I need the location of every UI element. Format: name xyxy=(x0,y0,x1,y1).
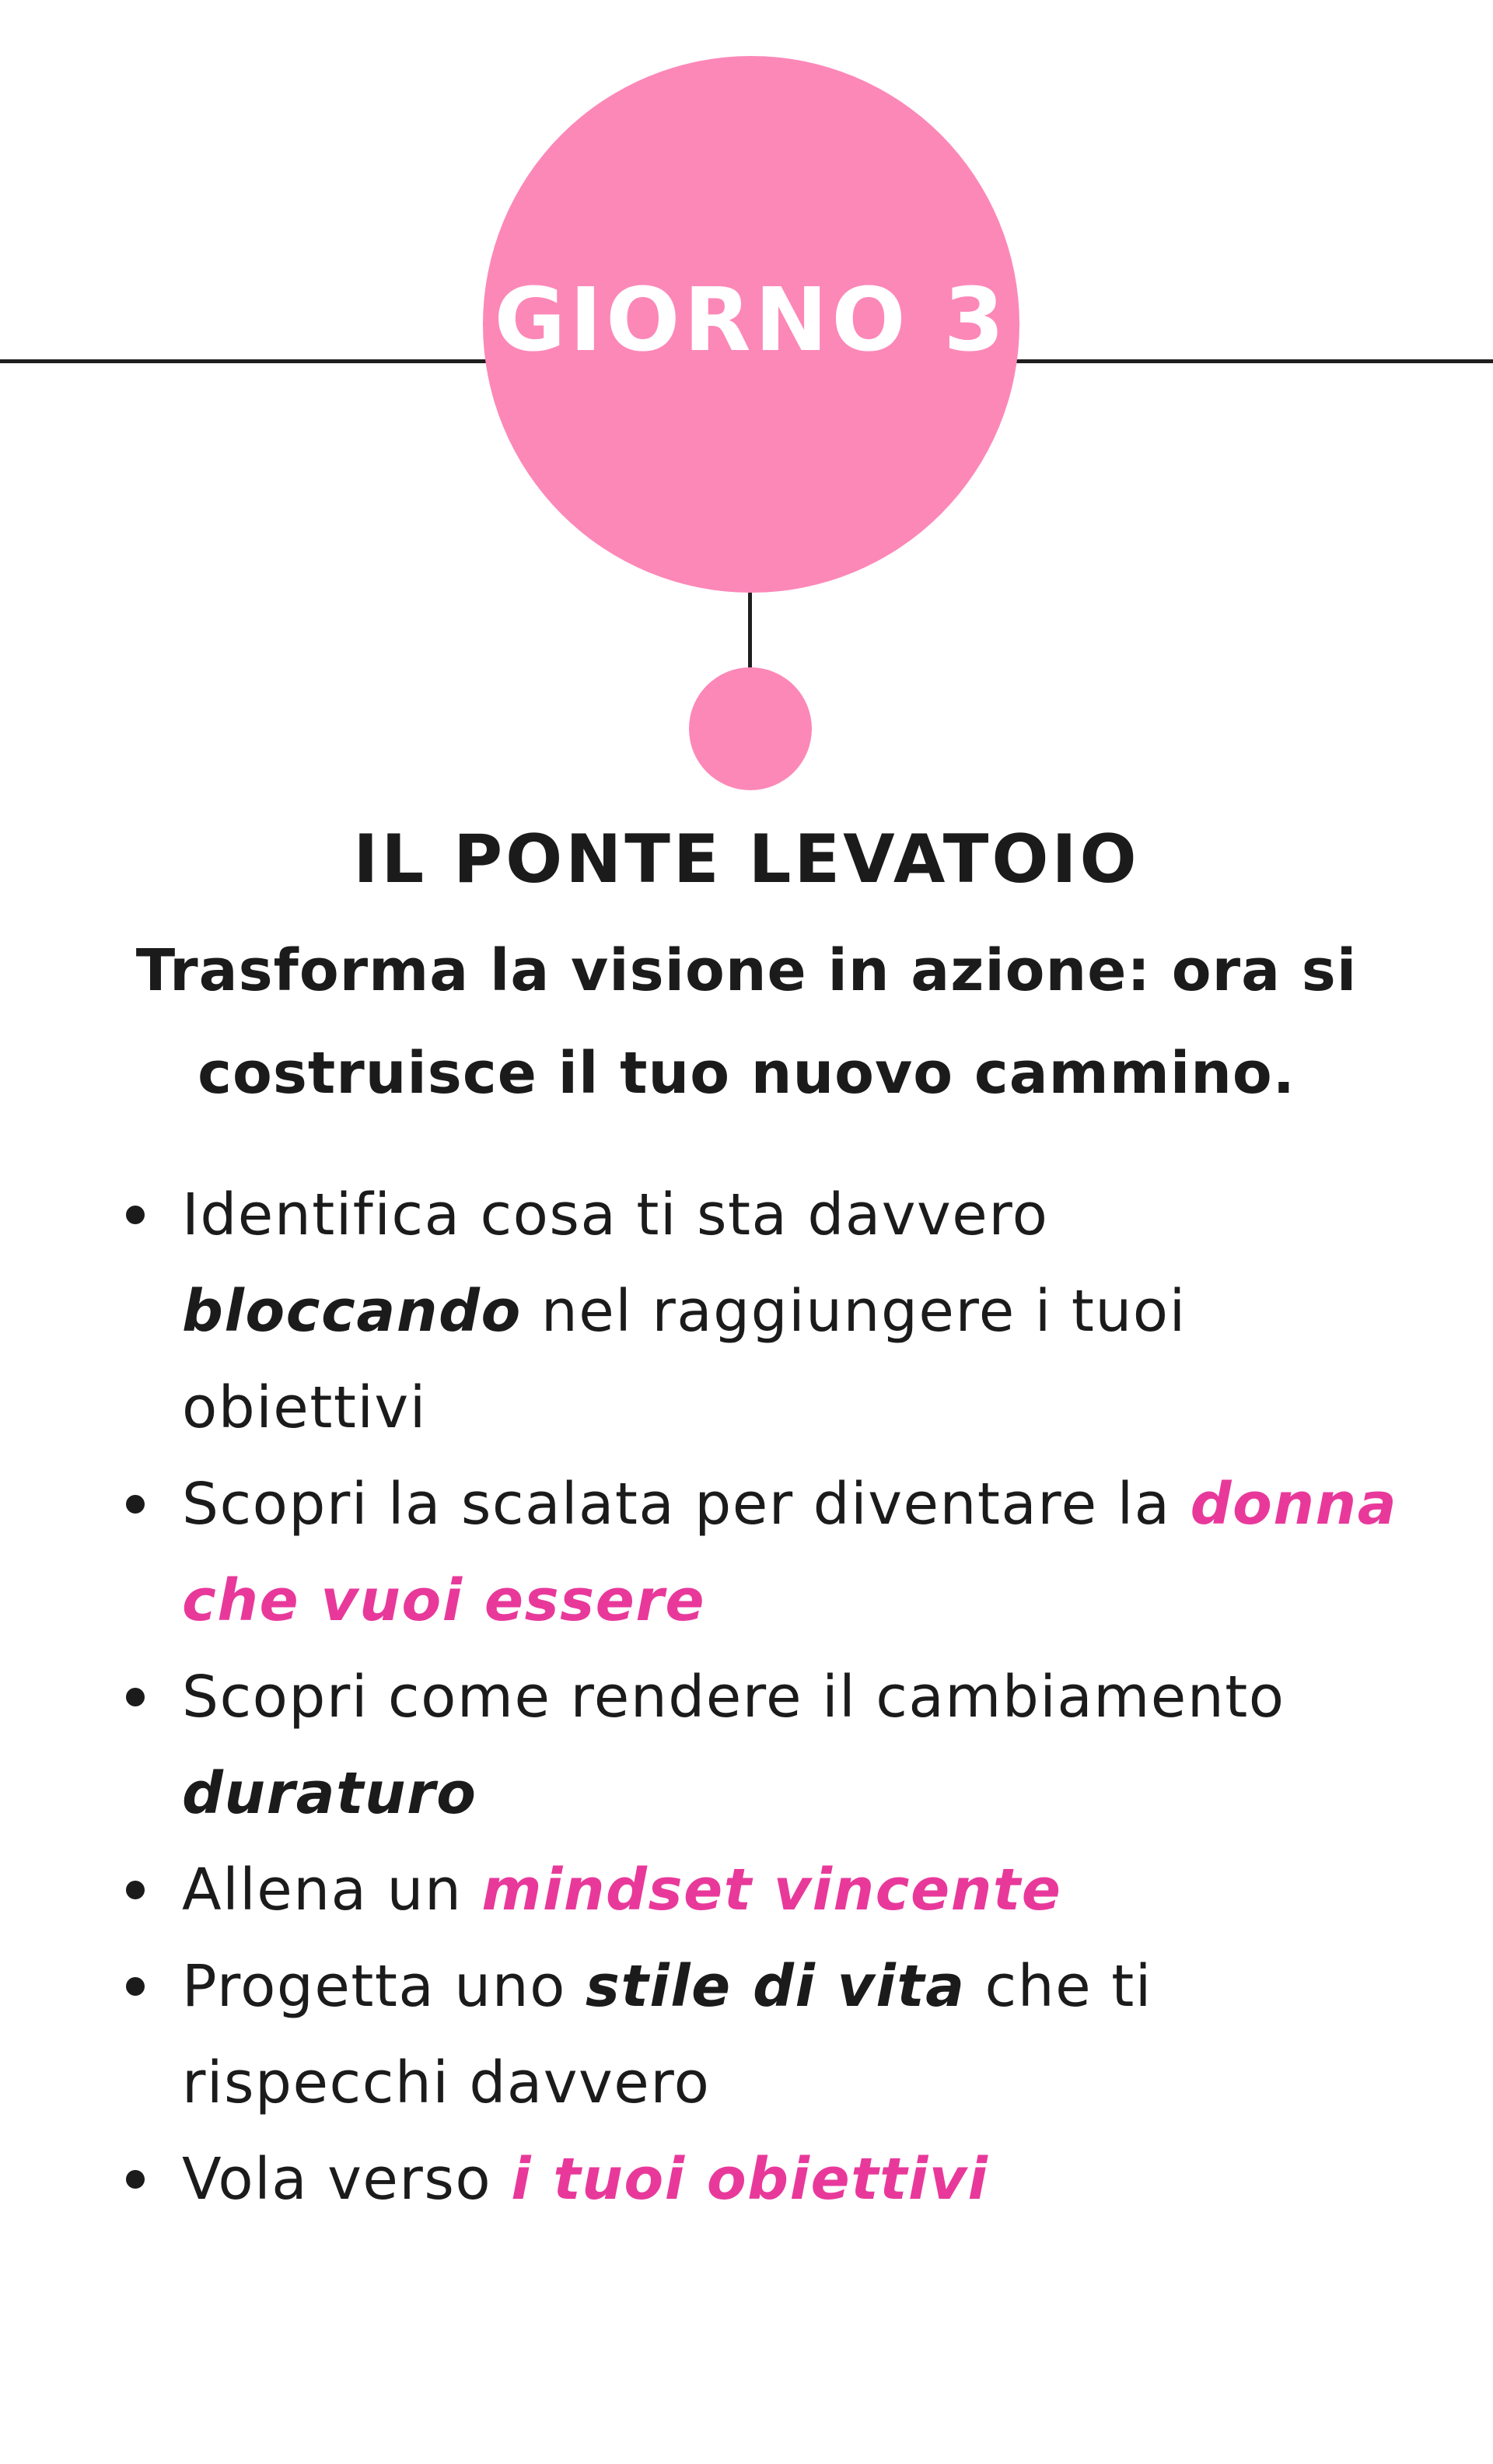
timeline-connector xyxy=(748,593,752,670)
benefits-list xyxy=(117,1167,1400,2228)
timeline-line-right xyxy=(1011,359,1493,363)
list-item xyxy=(117,1938,1400,2131)
list-item xyxy=(117,2131,1400,2228)
bullet-dot-icon xyxy=(126,1977,145,1996)
list-item-text: Vola verso xyxy=(182,2146,512,2213)
section-subtitle: Trasforma la visione in azione: ora si costruisce il tuo nuovo cammino. xyxy=(135,937,1358,1107)
timeline-line-left xyxy=(0,359,487,363)
day-badge-circle xyxy=(483,56,1019,593)
bullet-dot-icon xyxy=(126,1495,145,1514)
list-item-emphasis: donna che vuoi essere xyxy=(182,1471,1398,1634)
list-item-emphasis: mindset vincente xyxy=(481,1857,1062,1923)
list-item-emphasis: bloccando xyxy=(182,1278,522,1345)
list-item-text: Scopri come rendere il cambiamento xyxy=(182,1664,1285,1731)
day-label: GIORNO 3 xyxy=(494,270,1009,371)
list-item xyxy=(117,1167,1400,1456)
list-item-text: Scopri la scalata per diventare la xyxy=(182,1471,1191,1538)
list-item-text: Identifica cosa ti sta davvero xyxy=(182,1181,1049,1248)
list-item-emphasis: stile di vita xyxy=(585,1953,966,2020)
list-item-emphasis: i tuoi obiettivi xyxy=(511,2146,989,2213)
list-item-text: Allena un xyxy=(182,1857,482,1923)
list-item-emphasis: duraturo xyxy=(182,1760,477,1827)
timeline-dot xyxy=(689,667,812,790)
list-item xyxy=(117,1649,1400,1842)
bullet-dot-icon xyxy=(126,1881,145,1899)
bullet-dot-icon xyxy=(126,2170,145,2189)
list-item-text: Progetta uno xyxy=(182,1953,586,2020)
bullet-dot-icon xyxy=(126,1688,145,1706)
bullet-dot-icon xyxy=(126,1206,145,1224)
list-item xyxy=(117,1842,1400,1938)
list-item xyxy=(117,1456,1400,1649)
list-item-text: nel raggiungere i tuoi obiettivi xyxy=(182,1278,1187,1441)
section-title: IL PONTE LEVATOIO xyxy=(353,821,1140,898)
list-item-text: che ti rispecchi davvero xyxy=(182,1953,1152,2116)
